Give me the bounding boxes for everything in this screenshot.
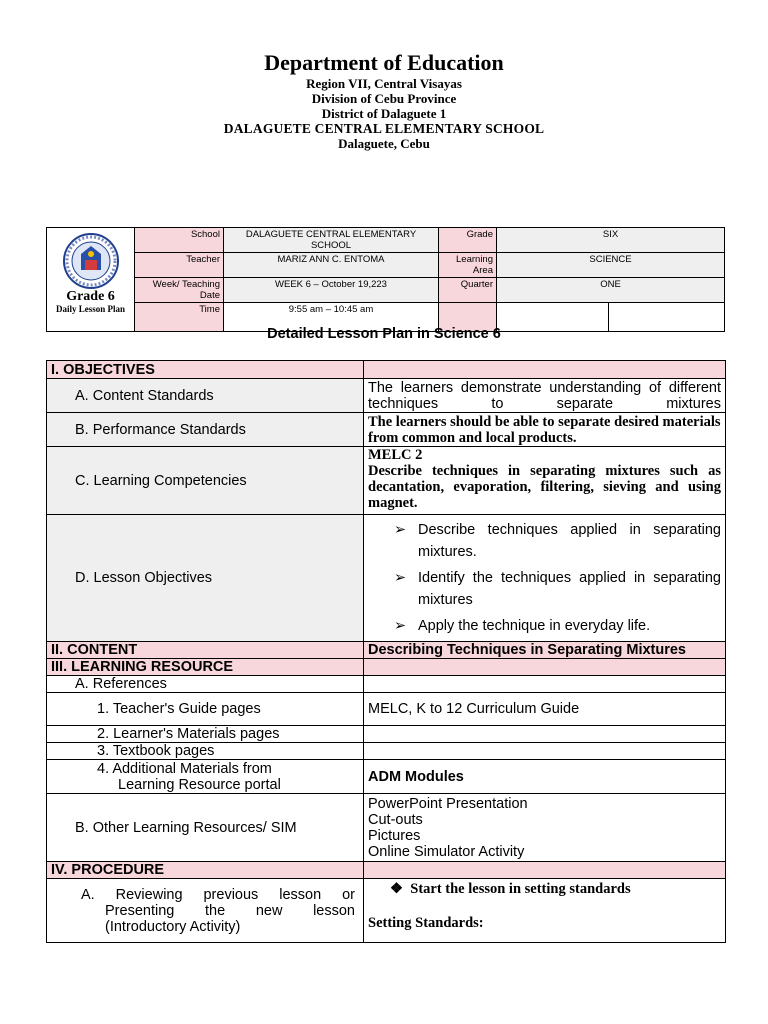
- arrow-bullet-icon: ➢: [394, 570, 407, 586]
- grade-label: Grade: [439, 228, 497, 253]
- location-line: Dalaguete, Cebu: [338, 136, 430, 151]
- teacher-label: Teacher: [135, 253, 224, 278]
- competencies-melc: MELC 2: [368, 447, 423, 463]
- other-resource-item: Pictures: [368, 827, 421, 844]
- school-line: DALAGUETE CENTRAL ELEMENTARY SCHOOL: [223, 121, 545, 136]
- content-value: Describing Techniques in Separating Mixtures: [364, 642, 726, 659]
- competencies-row: [47, 447, 726, 515]
- reviewing-label-3: (Introductory Activity): [105, 918, 241, 935]
- region-line: Region VII, Central Visayas: [306, 76, 462, 91]
- additional-materials-value: ADM Modules: [364, 760, 726, 794]
- teachers-guide-value: MELC, K to 12 Curriculum Guide: [364, 693, 726, 726]
- content-standards-row: [47, 379, 726, 413]
- content-standards-label: A. Content Standards: [47, 379, 364, 413]
- reviewing-row: [47, 879, 726, 943]
- arrow-bullet-icon: ➢: [394, 522, 407, 538]
- other-resources-label: B. Other Learning Resources/ SIM: [47, 794, 364, 862]
- procedure-heading: IV. PROCEDURE: [47, 862, 364, 879]
- plan-title: Detailed Lesson Plan in Science 6: [267, 326, 501, 342]
- learning-area-value: SCIENCE: [497, 253, 725, 278]
- textbook-row: [47, 743, 726, 760]
- reviewing-label-2: Presenting the new lesson: [105, 902, 355, 919]
- quarter-value: ONE: [497, 278, 725, 303]
- teachers-guide-label: 1. Teacher's Guide pages: [47, 693, 364, 726]
- lesson-plan-table: [46, 360, 726, 943]
- reviewing-label-1: A. Reviewing previous lesson or: [81, 886, 355, 903]
- performance-standards-label: B. Performance Standards: [47, 413, 364, 447]
- content-standards-value: The learners demonstrate understanding of different techniques to separate mixtures: [364, 379, 726, 413]
- teachers-guide-row: [47, 693, 726, 726]
- logo-cell: [47, 228, 135, 332]
- lesson-objective-item: ➢ Describe techniques applied in separating mixtures.: [418, 519, 721, 563]
- objectives-heading-row: [47, 361, 726, 379]
- letterhead: [0, 50, 768, 151]
- teacher-value: MARIZ ANN C. ENTOMA: [224, 253, 439, 278]
- content-heading: II. CONTENT: [47, 642, 364, 659]
- lesson-objectives-list: [368, 519, 721, 637]
- resource-heading-row: [47, 659, 726, 676]
- diamond-bullet-icon: ❖: [390, 881, 403, 897]
- district-line: District of Dalaguete 1: [321, 106, 447, 121]
- reviewing-value-2: Setting Standards:: [368, 915, 484, 931]
- lesson-objective-item: ➢ Identify the techniques applied in separating mixtures: [418, 567, 721, 611]
- other-resources-row: [47, 794, 726, 862]
- quarter-label: Quarter: [439, 278, 497, 303]
- learners-materials-row: [47, 726, 726, 743]
- other-resource-item: Cut-outs: [368, 811, 423, 828]
- competencies-value: Describe techniques in separating mixtures such as decantation, evaporation, filtering, sieving and using magnet.: [368, 463, 721, 511]
- content-heading-row: [47, 642, 726, 659]
- logo-caption: Daily Lesson Plan: [55, 304, 125, 314]
- time-value: 9:55 am – 10:45 am: [224, 303, 439, 332]
- deped-seal-icon: [61, 232, 121, 290]
- school-value: DALAGUETE CENTRAL ELEMENTARY SCHOOL: [224, 228, 439, 253]
- week-label: Week/ Teaching Date: [135, 278, 224, 303]
- reviewing-value-1: Start the lesson in setting standards: [410, 881, 631, 897]
- time-label: Time: [135, 303, 224, 332]
- division-line: Division of Cebu Province: [311, 91, 457, 106]
- procedure-heading-row: [47, 862, 726, 879]
- learning-area-label: Learning Area: [439, 253, 497, 278]
- lesson-info-table: [46, 227, 725, 332]
- performance-standards-value: The learners should be able to separate desired materials from common and local products.: [364, 413, 726, 447]
- additional-materials-label-2: Learning Resource portal: [118, 776, 281, 793]
- objectives-heading: I. OBJECTIVES: [47, 361, 364, 379]
- arrow-bullet-icon: ➢: [394, 618, 407, 634]
- performance-standards-row: [47, 413, 726, 447]
- department-title: Department of Education: [264, 50, 504, 75]
- resource-heading: III. LEARNING RESOURCE: [47, 659, 364, 676]
- lesson-objectives-label: D. Lesson Objectives: [47, 515, 364, 642]
- learners-materials-label: 2. Learner's Materials pages: [47, 726, 364, 743]
- textbook-label: 3. Textbook pages: [47, 743, 364, 760]
- other-resource-item: Online Simulator Activity: [368, 843, 525, 860]
- school-label: School: [135, 228, 224, 253]
- references-label: A. References: [47, 676, 364, 693]
- additional-materials-label-1: 4. Additional Materials from: [97, 760, 272, 777]
- week-value: WEEK 6 – October 19,223: [224, 278, 439, 303]
- references-row: [47, 676, 726, 693]
- grade-value: SIX: [497, 228, 725, 253]
- logo-grade-label: Grade 6: [66, 289, 115, 304]
- lesson-objective-item: ➢ Apply the technique in everyday life.: [418, 615, 721, 637]
- competencies-label: C. Learning Competencies: [47, 447, 364, 515]
- additional-materials-row: [47, 760, 726, 794]
- other-resource-item: PowerPoint Presentation: [368, 795, 528, 812]
- lesson-objectives-row: [47, 515, 726, 642]
